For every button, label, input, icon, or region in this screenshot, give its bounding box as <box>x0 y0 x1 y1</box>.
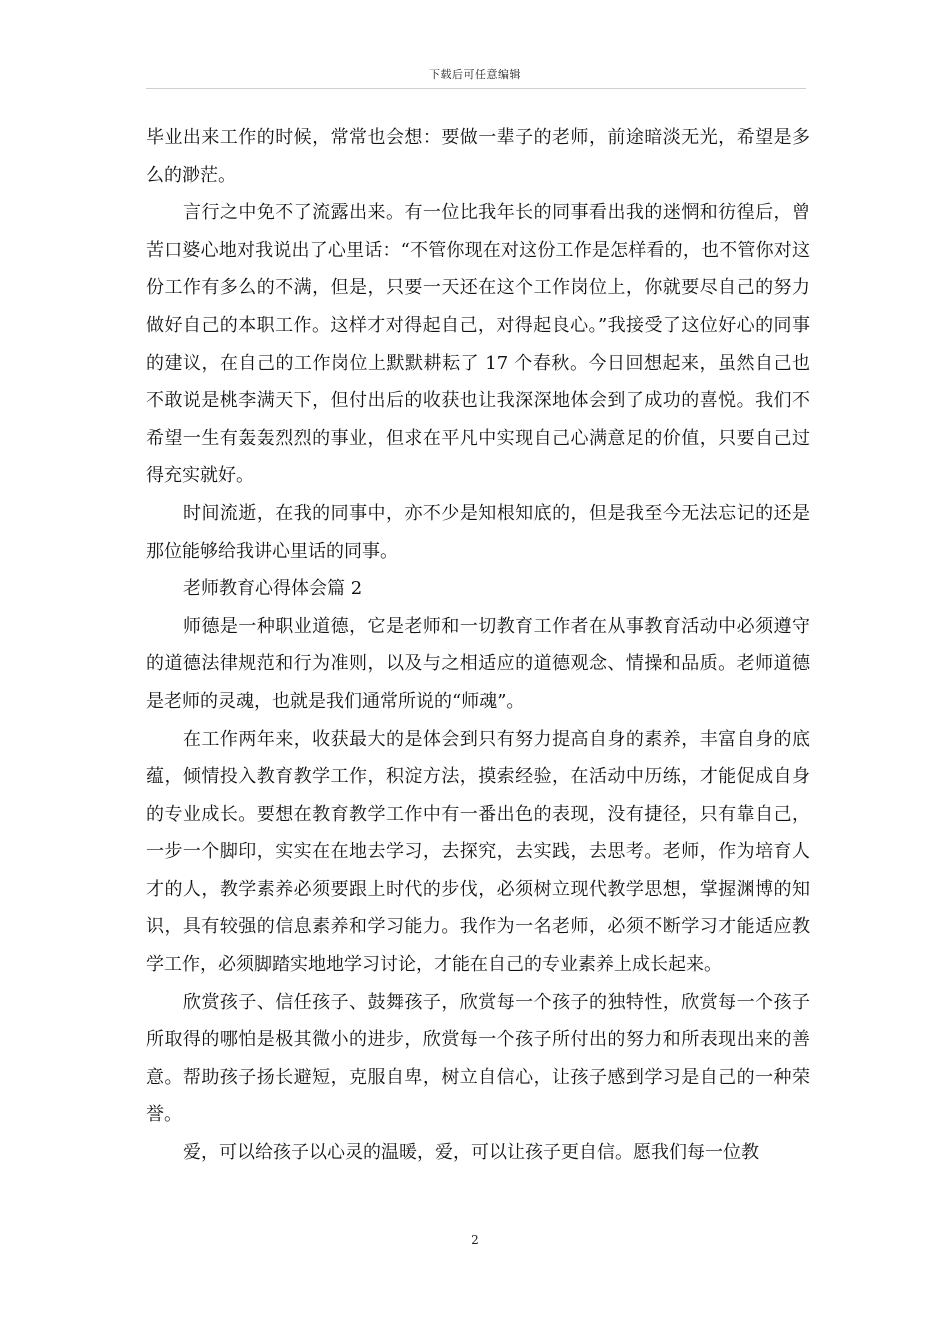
paragraph-7: 爱，可以给孩子以心灵的温暖，爱，可以让孩子更自信。愿我们每一位教 <box>183 1142 759 1164</box>
page-header: 下载后可任意编辑 <box>429 68 521 81</box>
paragraph-3: 时间流逝，在我的同事中，亦不少是知根知底的，但是我至今无法忘记的还是那位能够给我讲心里话的同事。 <box>146 502 810 562</box>
paragraph-5: 在工作两年来，收获最大的是体会到只有努力提高自身的素养，丰富自身的底蕴，倾情投入教育教学工作，积淀方法，摸索经验，在活动中历练，才能促成自身的专业成长。要想在教育教学工作中有一番出色的表现，没有捷径，只有靠自己，一步一个脚印，实实在在地去学习，去探究，去实践，去思考。老师，作为培育人才的人，教学素养必须要跟上时代的步伐，必须树立现代教学思想，掌握渊博的知识，具有较强的信息素养和学习能力。我作为一名老师，必须不断学习才能适应教学工作，必须脚踏实地地学习讨论，才能在自己的专业素养上成长起来。 <box>146 728 810 976</box>
paragraph-6: 欣赏孩子、信任孩子、鼓舞孩子，欣赏每一个孩子的独特性，欣赏每一个孩子所取得的哪怕是极其微小的进步，欣赏每一个孩子所付出的努力和所表现出来的善意。帮助孩子扬长避短，克服自卑，树立自信心，让孩子感到学习是自己的一种荣誉。 <box>146 991 810 1126</box>
paragraph-2: 言行之中免不了流露出来。有一位比我年长的同事看出我的迷惘和彷徨后，曾苦口婆心地对我说出了心里话：“不管你现在对这份工作是怎样看的，也不管你对这份工作有多么的不满，但是，只要一天还在这个工作岗位上，你就要尽自己的努力做好自己的本职工作。这样才对得起自己，对得起良心。”我接受了这位好心的同事的建议，在自己的工作岗位上默默耕耘了 17 个春秋。今日回想起来，虽然自己也不敢说是桃李满天下，但付出后的收获也让我深深地体会到了成功的喜悦。我们不希望一生有轰轰烈烈的事业，但求在平凡中实现自己心满意足的价值，只要自己过得充实就好。 <box>146 202 810 487</box>
document-body <box>146 119 810 1172</box>
section-heading: 老师教育心得体会篇 2 <box>183 578 363 600</box>
paragraph-4: 师德是一种职业道德，它是老师和一切教育工作者在从事教育活动中必须遵守的道德法律规范和行为准则，以及与之相适应的道德观念、情操和品质。老师道德是老师的灵魂，也就是我们通常所说的“师魂”。 <box>146 615 810 712</box>
paragraph-1: 毕业出来工作的时候，常常也会想：要做一辈子的老师，前途暗淡无光，希望是多么的渺茫。 <box>146 127 810 186</box>
page-number: 2 <box>471 1233 479 1247</box>
header-divider <box>146 88 806 89</box>
